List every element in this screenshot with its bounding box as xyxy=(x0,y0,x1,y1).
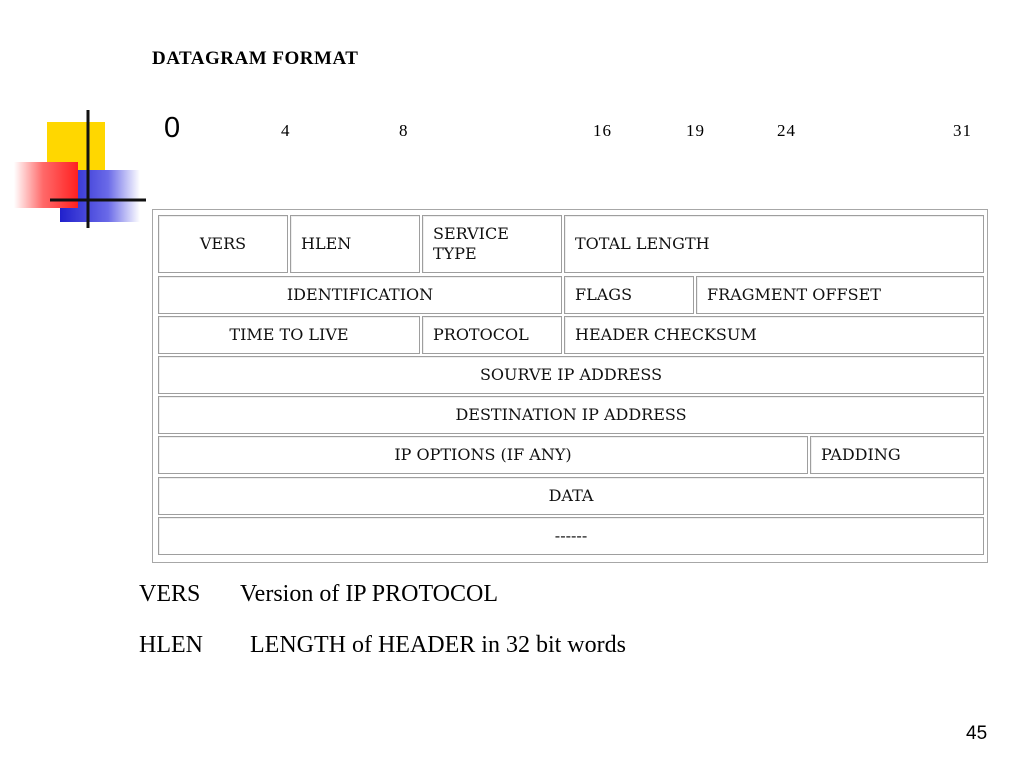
definition-description: LENGTH of HEADER in 32 bit words xyxy=(250,632,626,658)
field-hlen: HLEN xyxy=(290,215,420,273)
bit-label-16: 16 xyxy=(593,121,612,140)
bit-label-31: 31 xyxy=(953,121,972,140)
bit-label-24: 24 xyxy=(777,121,796,140)
bit-label-19: 19 xyxy=(686,121,705,140)
bit-label-8: 8 xyxy=(399,121,409,140)
bit-label-4: 4 xyxy=(281,121,291,140)
definition-vers xyxy=(139,581,498,608)
field-data: DATA xyxy=(158,477,984,515)
field-service-type: SERVICE TYPE xyxy=(422,215,562,273)
slide-corner-decoration xyxy=(0,0,160,240)
field-destination-ip-address: DESTINATION IP ADDRESS xyxy=(158,396,984,434)
field-time-to-live: TIME TO LIVE xyxy=(158,316,420,354)
definition-description: Version of IP PROTOCOL xyxy=(240,581,499,607)
field-total-length: TOTAL LENGTH xyxy=(564,215,984,273)
bit-label-0: 0 xyxy=(164,112,181,144)
field-protocol: PROTOCOL xyxy=(422,316,562,354)
field-fragment-offset: FRAGMENT OFFSET xyxy=(696,276,984,314)
field-identification: IDENTIFICATION xyxy=(158,276,562,314)
field-continuation: ------ xyxy=(158,517,984,555)
field-padding: PADDING xyxy=(810,436,984,474)
slide-number: 45 xyxy=(966,723,988,744)
field-header-checksum: HEADER CHECKSUM xyxy=(564,316,984,354)
field-flags: FLAGS xyxy=(564,276,694,314)
definition-term: HLEN xyxy=(139,632,203,658)
definition-term: VERS xyxy=(139,581,201,607)
datagram-header-table xyxy=(152,209,988,563)
field-ip-options: IP OPTIONS (IF ANY) xyxy=(158,436,808,474)
field-vers: VERS xyxy=(158,215,288,273)
definition-hlen xyxy=(139,632,626,659)
field-source-ip-address: SOURVE IP ADDRESS xyxy=(158,356,984,394)
slide-title: DATAGRAM FORMAT xyxy=(152,48,359,69)
